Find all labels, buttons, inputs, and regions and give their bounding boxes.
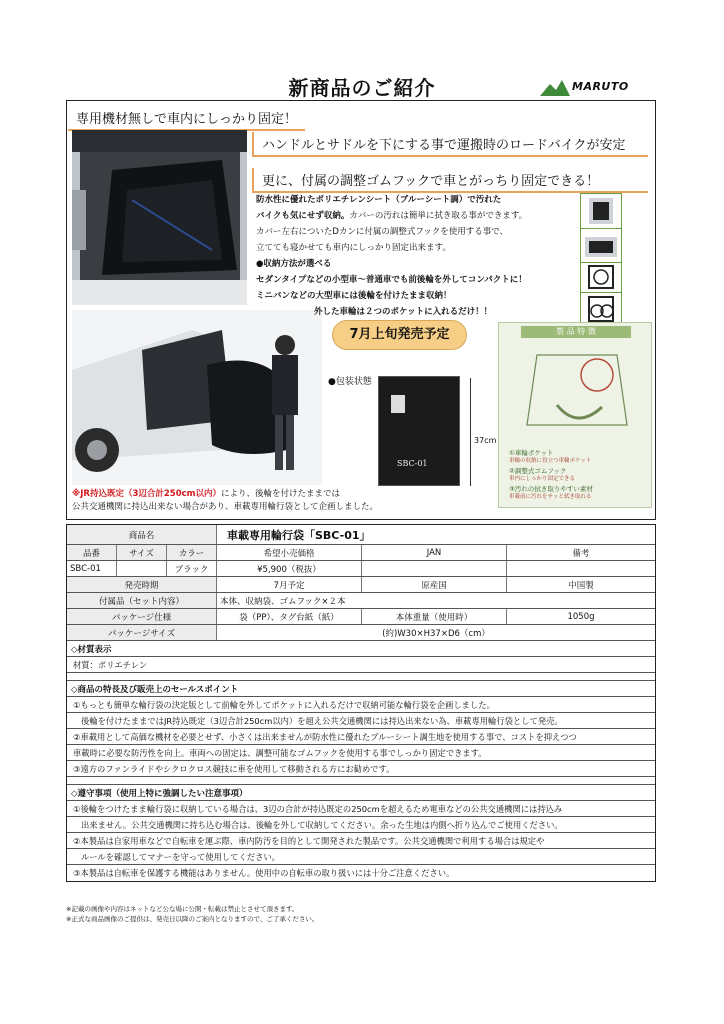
cautions-line-2: 出来ません。公共交通機関に持ち込む場合は、後輪を外して収納してください。余った生地は内側へ折り込んでご使用ください。 xyxy=(81,819,563,830)
jr-note xyxy=(72,488,378,514)
dimension-text: 37cm xyxy=(474,436,497,445)
spec-name-label: 商品名 xyxy=(67,525,217,544)
spec-h-note: 備考 xyxy=(572,548,590,559)
feature-item-2 xyxy=(509,467,575,483)
jr-note-line-2: 公共交通機関に持込出来ない場合があり、車載専用輪行袋として企画しました。 xyxy=(72,502,379,512)
feature-card xyxy=(498,322,652,508)
spec-h-pkg-size: パッケージサイズ xyxy=(67,625,217,640)
spec-price: ¥5,900（税抜） xyxy=(217,561,362,576)
material-head: ◇材質表示 xyxy=(71,644,112,655)
cautions-row-3 xyxy=(67,833,655,849)
cautions-line-1: ①後輪をつけたまま輪行袋に収納している場合は、3辺の合計が持込既定の250cmを超えるため電車などの公共交通機関には持込み xyxy=(73,803,563,814)
logo-text: MARUTO xyxy=(572,80,629,93)
spec-pkg-size: (約)W30×H37×D6（cm） xyxy=(382,628,490,639)
spec-release: 7月予定 xyxy=(217,577,362,592)
feature-item-3-sub: 車載前に汚れをサッと拭き取れる xyxy=(509,494,592,500)
cautions-row-5 xyxy=(67,865,655,881)
footnote-1: ※記載の画像や内容はネットなど公な場に公開・転載は禁止とさせて頂きます。 xyxy=(66,905,299,913)
bike-bag-upright-icon xyxy=(580,193,622,229)
spec-h-code: 品番 xyxy=(67,545,117,560)
desc-line-2-rest: カバーの汚れは簡単に拭き取る事ができます。 xyxy=(349,211,528,221)
material-spacer-row xyxy=(67,673,655,681)
features-line-3: ②車載用として高価な機材を必要とせず、小さくは出来ませんが防水性に優れたブルーシート調生地を使用する事で、コストを抑えつつ xyxy=(73,731,577,742)
spec-h-accessories: 付属品（セット内容） xyxy=(67,593,217,608)
trunk-photo xyxy=(72,130,247,305)
spec-code: SBC-01 xyxy=(67,561,117,576)
features-row-2 xyxy=(67,713,655,729)
jr-note-red: ※JR持込既定（3辺合計250cm以内） xyxy=(72,489,222,499)
features-row-1 xyxy=(67,697,655,713)
features-line-4: 車載時に必要な防汚性を向上。車両への固定は、調整可能なゴムフックを使用する事でしっかり固定できます。 xyxy=(73,747,487,758)
page-title: 新商品のご紹介 xyxy=(288,76,436,100)
spec-color: ブラック xyxy=(167,561,217,576)
spec-h-origin: 原産国 xyxy=(362,577,507,592)
features-line-1: ①もっとも簡単な輪行袋の決定版として前輪を外してポケットに入れるだけで収納可能な輪行袋を企画しました。 xyxy=(73,699,495,710)
jr-note-rest: により、後輪を付けたままでは xyxy=(221,489,341,499)
cautions-head-row xyxy=(67,785,655,801)
cautions-row-4 xyxy=(67,849,655,865)
features-line-2: 後輪を付けたままではJR持込既定（3辺合計250cm以内）を超え公共交通機関には持込出来ない為、車載専用輪行袋として発売。 xyxy=(81,715,563,726)
package-label: ●包装状態 xyxy=(328,377,372,387)
spec-row-accessories xyxy=(67,593,655,609)
hook-banner: 更に、付属の調整ゴムフックで車とがっちり固定できる！ xyxy=(252,168,648,193)
desc-line-2 xyxy=(256,208,586,224)
bike-bag-flat-icon xyxy=(580,228,622,264)
stability-banner: ハンドルとサドルを下にする事で運搬時のロードバイクが安定 xyxy=(252,132,648,157)
package-tag xyxy=(391,395,405,413)
material-value: 材質：ポリエチレン xyxy=(73,659,148,670)
desc-line-1: 防水性に優れたポリエチレンシート（ブルーシート調）で汚れた xyxy=(256,195,502,205)
cautions-head: ◇遵守事項（使用上特に強調したい注意事項） xyxy=(71,788,248,799)
spec-jan xyxy=(362,561,507,576)
feature-item-1-sub: 車輪の収納に役立つ車輪ポケット xyxy=(509,458,592,464)
spec-row-release xyxy=(67,577,655,593)
spec-row-name xyxy=(67,525,655,545)
cautions-line-5: ③本製品は自転車を保護する機能はありません。使用中の自転車の取り扱いには十分ご注意ください。 xyxy=(73,868,455,878)
spec-h-jan: JAN xyxy=(362,545,507,560)
spec-h-weight: 本体重量（使用時） xyxy=(362,609,507,624)
spec-accessories: 本体、収納袋、ゴムフック×２本 xyxy=(220,596,346,607)
feature-item-2-title: ②調整式ゴムフック xyxy=(509,467,567,475)
feature-item-1 xyxy=(509,449,591,465)
spec-h-pkg-spec: パッケージ仕様 xyxy=(67,609,217,624)
spec-h-price: 希望小売価格 xyxy=(217,545,362,560)
feature-item-2-sub: 車内にしっかり固定できる xyxy=(509,476,576,482)
spec-h-color: カラー xyxy=(167,545,217,560)
jr-note-line-1 xyxy=(72,488,378,501)
spec-weight: 1050g xyxy=(567,611,595,622)
cautions-row-1 xyxy=(67,801,655,817)
spec-table xyxy=(66,524,656,882)
material-head-row xyxy=(67,641,655,657)
desc-line-2-bold: バイクも気にせず収納。 xyxy=(256,211,350,221)
spec-note xyxy=(507,561,655,576)
desc-line-8: 外した車輪は２つのポケットに入れるだけ！！ xyxy=(314,307,493,317)
desc-line-3: カバー左右についたDカンに付属の調整式フックを使用する事で、 xyxy=(256,227,509,237)
features-spacer xyxy=(67,777,655,784)
cautions-row-2 xyxy=(67,817,655,833)
desc-line-5: ●収納方法が選べる xyxy=(256,259,332,269)
dimension-line xyxy=(470,378,471,486)
features-head: ◇商品の特長及び販売上のセールスポイント xyxy=(71,684,239,695)
feature-card-title: 製 品 特 徴 xyxy=(521,326,631,338)
feature-item-3-title: ③汚れの拭き取りやすい素材 xyxy=(509,485,593,493)
spec-pkg-spec: 袋（PP）、タグ台紙（紙） xyxy=(217,609,362,624)
product-description xyxy=(256,192,586,320)
headline-banner: 専用機材無しで車内にしっかり固定！ xyxy=(68,106,305,129)
loading-photo xyxy=(72,310,322,485)
spec-row-values xyxy=(67,561,655,577)
spec-origin: 中国製 xyxy=(568,580,594,591)
package-product-print: SBC-01 xyxy=(397,459,428,468)
material-value-row xyxy=(67,657,655,673)
desc-line-6: セダンタイプなどの小型車～普通車でも前後輪を外してコンパクトに！ xyxy=(256,275,527,285)
desc-line-4: 立てても寝かせても車内にしっかり固定出来ます。 xyxy=(256,243,451,253)
spec-h-size: サイズ xyxy=(117,545,167,560)
bag-illustration-icon xyxy=(517,345,637,440)
spec-h-release: 発売時期 xyxy=(67,577,217,592)
features-row-4 xyxy=(67,745,655,761)
material-spacer xyxy=(67,673,655,680)
spec-size xyxy=(117,561,167,576)
feature-item-1-title: ①車輪ポケット xyxy=(509,449,554,457)
features-spacer-row xyxy=(67,777,655,785)
spec-row-pkg-size xyxy=(67,625,655,641)
release-badge: 7月上旬発売予定 xyxy=(332,320,467,350)
footnote-2: ※正式な商品画像のご提供は、発売日以降のご案内となりますので、ご了承ください。 xyxy=(66,915,319,923)
features-line-5: ③遠方のファンライドやシクロクロス競技に車を使用して移動される方にお勧めです。 xyxy=(73,763,395,774)
features-row-5 xyxy=(67,761,655,777)
features-head-row xyxy=(67,681,655,697)
cautions-line-4: ルールを確認してマナーを守って使用してください。 xyxy=(81,851,280,862)
spec-name-value: 車載専用輪行袋「SBC-01」 xyxy=(227,528,371,542)
feature-item-3 xyxy=(509,485,593,501)
desc-line-7: ミニバンなどの大型車には後輪を付けたまま収納！ xyxy=(256,291,452,301)
spec-row-headers xyxy=(67,545,655,561)
spec-row-package xyxy=(67,609,655,625)
package-photo xyxy=(378,376,460,486)
cautions-line-3: ②本製品は自家用車などで自転車を運ぶ際、車内防汚を目的として開発された製品です。公共交通機関で利用する場合は規定や xyxy=(73,835,545,846)
features-row-3 xyxy=(67,729,655,745)
